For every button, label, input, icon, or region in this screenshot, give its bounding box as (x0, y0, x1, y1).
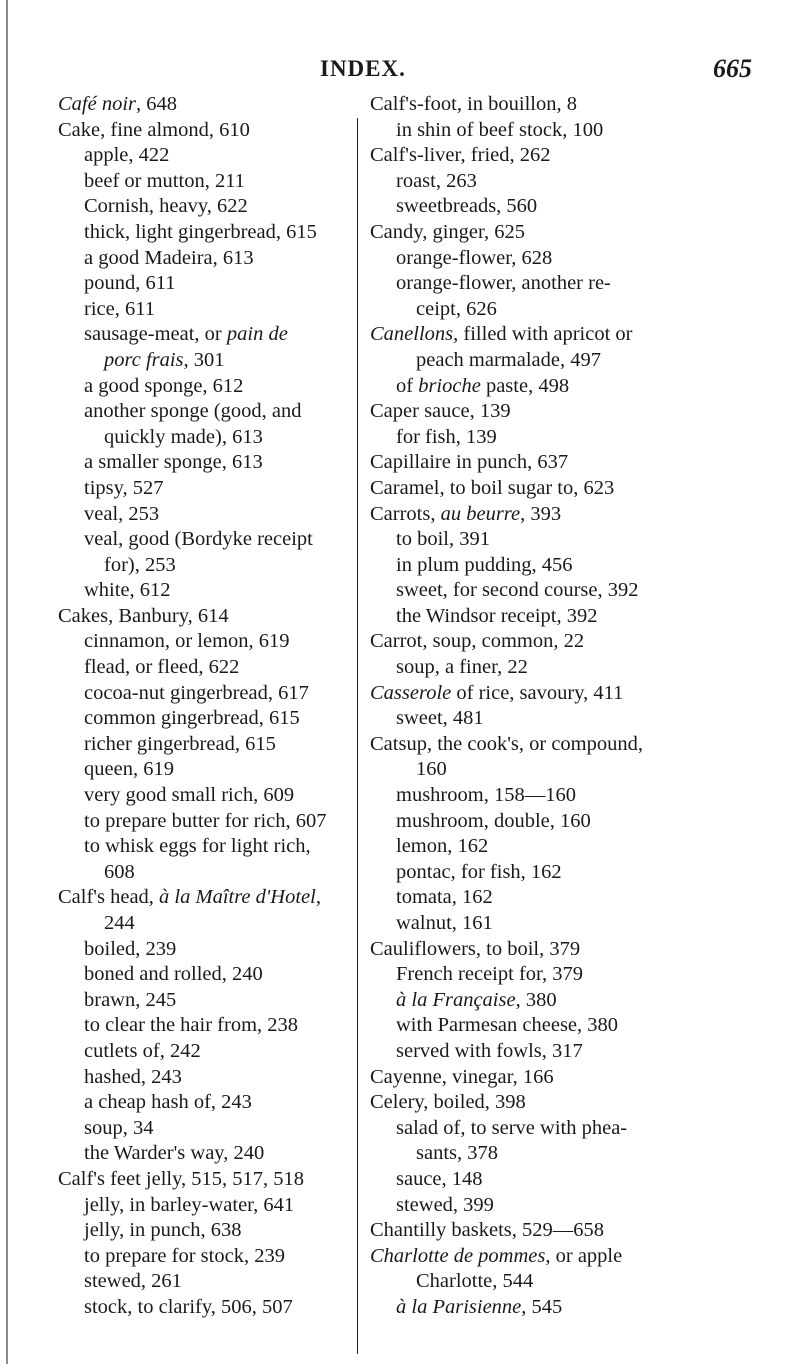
index-entry-italic: brioche (418, 374, 481, 397)
index-entry (370, 655, 754, 681)
index-entry-text: Cakes, Banbury, 614 (58, 604, 229, 627)
index-entry-italic: Canellons (370, 323, 454, 346)
index-entry-text: soup, a finer, 22 (396, 656, 528, 679)
index-entry-text: the Warder's way, 240 (84, 1142, 265, 1165)
index-entry-text: sausage-meat, or (84, 323, 227, 346)
index-entry-text: roast, 263 (396, 169, 477, 192)
index-entry-text: apple, 422 (84, 144, 170, 167)
index-entry-text: to prepare butter for rich, 607 (84, 809, 327, 832)
index-entry-italic: pain de (226, 323, 288, 346)
index-entry (370, 1193, 754, 1219)
index-entry (58, 527, 398, 553)
index-entry-text: ceipt, 626 (416, 297, 497, 320)
index-entry (58, 374, 398, 400)
index-entry-italic: porc frais (104, 348, 184, 371)
index-entry-text: , filled with apricot or (453, 323, 633, 346)
index-entry-text: Capillaire in punch, 637 (370, 451, 569, 474)
index-entry-text: a good Madeira, 613 (84, 246, 254, 269)
index-entry (58, 92, 398, 118)
index-entry-text: Cornish, heavy, 622 (84, 195, 248, 218)
index-entry-text: rice, 611 (84, 297, 155, 320)
index-entry (58, 911, 398, 937)
index-entry (58, 450, 398, 476)
index-entry-text: orange-flower, another re- (396, 272, 611, 295)
index-entry (58, 783, 398, 809)
index-entry-text: Caramel, to boil sugar to, 623 (370, 476, 615, 499)
index-entry-text: for), 253 (104, 553, 176, 576)
index-entry (370, 885, 754, 911)
index-entry-italic: à la Française (396, 988, 516, 1011)
index-entry-text: Carrots, (370, 502, 441, 525)
index-entry-text: Cayenne, vinegar, 166 (370, 1065, 554, 1088)
index-entry (370, 1244, 754, 1270)
index-entry (370, 860, 754, 886)
index-entry-text: a smaller sponge, 613 (84, 451, 263, 474)
index-entry (370, 1090, 754, 1116)
index-entry (370, 92, 754, 118)
index-entry-text: tipsy, 527 (84, 476, 164, 499)
index-entry (58, 1218, 398, 1244)
index-entry (370, 527, 754, 553)
index-entry (370, 220, 754, 246)
index-entry-text: pontac, for fish, 162 (396, 860, 562, 883)
index-entry-text: to prepare for stock, 239 (84, 1244, 285, 1267)
index-entry-text: , 301 (183, 348, 225, 371)
index-entry (58, 604, 398, 630)
page-edge (6, 0, 8, 1364)
index-entry-text: salad of, to serve with phea- (396, 1116, 628, 1139)
index-entry (58, 578, 398, 604)
index-entry (370, 706, 754, 732)
index-entry (370, 1269, 754, 1295)
index-entry (370, 911, 754, 937)
index-entry (58, 246, 398, 272)
index-entry (370, 271, 754, 297)
index-entry (370, 809, 754, 835)
index-entry-italic: à la Maître d'Hotel, (159, 886, 321, 909)
index-entry (58, 476, 398, 502)
index-entry-text: boiled, 239 (84, 937, 177, 960)
index-entry (370, 194, 754, 220)
index-entry (58, 194, 398, 220)
index-entry-text: Carrot, soup, common, 22 (370, 630, 585, 653)
index-entry-text: paste, 498 (480, 374, 570, 397)
index-entry (370, 629, 754, 655)
index-entry (370, 476, 754, 502)
index-entry (370, 399, 754, 425)
index-entry-text: Calf's head, (58, 886, 160, 909)
index-entry (370, 118, 754, 144)
index-column-right (370, 92, 754, 1321)
index-entry-text: , 393 (520, 502, 562, 525)
index-entry-text: veal, 253 (84, 502, 160, 525)
index-entry (370, 246, 754, 272)
index-entry-italic: à la Parisienne (396, 1295, 522, 1318)
index-entry-text: sweetbreads, 560 (396, 195, 538, 218)
index-entry (58, 118, 398, 144)
index-entry (58, 169, 398, 195)
index-entry (58, 143, 398, 169)
index-entry-text: sants, 378 (416, 1142, 498, 1165)
index-entry (370, 1167, 754, 1193)
index-entry (58, 809, 398, 835)
index-entry (58, 655, 398, 681)
index-entry-text: brawn, 245 (84, 988, 177, 1011)
index-entry (370, 604, 754, 630)
index-entry-text: of rice, savoury, 411 (451, 681, 624, 704)
index-entry-text: peach marmalade, 497 (416, 348, 601, 371)
index-entry (370, 1218, 754, 1244)
index-entry (58, 271, 398, 297)
index-entry (58, 681, 398, 707)
index-entry (58, 834, 398, 860)
index-entry-italic: Casserole (370, 681, 452, 704)
index-entry-text: queen, 619 (84, 758, 174, 781)
index-entry-text: Charlotte, 544 (416, 1270, 534, 1293)
index-entry-text: lemon, 162 (396, 835, 489, 858)
index-entry-text: another sponge (good, and (84, 400, 302, 423)
index-entry-text: Calf's-liver, fried, 262 (370, 144, 551, 167)
index-entry-text: flead, or fleed, 622 (84, 656, 240, 679)
index-entry (370, 425, 754, 451)
index-entry-text: richer gingerbread, 615 (84, 732, 276, 755)
index-entry-text: mushroom, double, 160 (396, 809, 591, 832)
index-entry-text: to boil, 391 (396, 528, 490, 551)
page-header (0, 56, 800, 86)
index-entry-italic: au beurre (440, 502, 521, 525)
index-entry (370, 450, 754, 476)
index-entry-text: pound, 611 (84, 272, 176, 295)
index-entry (370, 681, 754, 707)
index-entry (58, 553, 398, 579)
index-entry-text: cinnamon, or lemon, 619 (84, 630, 290, 653)
index-entry-text: jelly, in punch, 638 (84, 1219, 242, 1242)
index-entry (58, 1269, 398, 1295)
index-entry-text: walnut, 161 (396, 912, 493, 934)
index-entry-text: Caper sauce, 139 (370, 400, 511, 423)
index-entry (58, 322, 398, 348)
index-entry-text: 608 (104, 860, 135, 883)
index-entry-text: jelly, in barley-water, 641 (84, 1193, 295, 1216)
index-entry (58, 1193, 398, 1219)
index-entry (370, 732, 754, 758)
index-entry (370, 783, 754, 809)
index-entry (370, 374, 754, 400)
index-entry (58, 757, 398, 783)
index-entry (58, 502, 398, 528)
index-entry-text: cutlets of, 242 (84, 1039, 201, 1062)
index-entry (58, 425, 398, 451)
index-entry-text: Calf's feet jelly, 515, 517, 518 (58, 1167, 305, 1190)
index-entry (58, 1295, 398, 1321)
index-entry-text: quickly made), 613 (104, 425, 263, 448)
index-entry-text: thick, light gingerbread, 615 (84, 220, 317, 243)
index-entry-text: , or apple (545, 1244, 623, 1267)
index-entry (370, 1039, 754, 1065)
index-entry-text: cocoa-nut gingerbread, 617 (84, 681, 309, 704)
index-entry-italic: Charlotte de pommes (370, 1244, 546, 1267)
index-entry-text: , 545 (521, 1295, 563, 1318)
index-entry (58, 706, 398, 732)
index-entry-text: a good sponge, 612 (84, 374, 244, 397)
index-entry (58, 220, 398, 246)
index-entry-text: for fish, 139 (396, 425, 497, 448)
index-entry (370, 834, 754, 860)
column-divider (357, 118, 358, 1354)
index-entry (58, 1141, 398, 1167)
index-entry (370, 937, 754, 963)
index-entry-text: boned and rolled, 240 (84, 963, 263, 986)
index-entry (370, 1013, 754, 1039)
index-entry-text: in plum pudding, 456 (396, 553, 573, 576)
index-entry-text: soup, 34 (84, 1116, 154, 1139)
index-entry (370, 1116, 754, 1142)
index-entry (370, 962, 754, 988)
index-entry-text: common gingerbread, 615 (84, 707, 300, 730)
index-entry (58, 1116, 398, 1142)
index-entry-text: very good small rich, 609 (84, 784, 295, 807)
index-entry (58, 1065, 398, 1091)
index-entry (370, 757, 754, 783)
index-entry-text: Celery, boiled, 398 (370, 1091, 526, 1114)
index-entry-text: sweet, for second course, 392 (396, 579, 639, 602)
index-entry (58, 732, 398, 758)
index-entry-italic: Café noir (58, 93, 137, 115)
index-entry-text: with Parmesan cheese, 380 (396, 1014, 619, 1037)
index-entry (58, 1244, 398, 1270)
index-entry-text: beef or mutton, 211 (84, 169, 245, 192)
index-entry-text: Catsup, the cook's, or compound, (370, 732, 644, 755)
index-entry-text: to clear the hair from, 238 (84, 1014, 299, 1037)
index-entry (370, 297, 754, 323)
index-entry-text: served with fowls, 317 (396, 1039, 583, 1062)
index-entry (370, 348, 754, 374)
index-entry (58, 885, 398, 911)
index-entry-text: 244 (104, 912, 135, 934)
index-entry-text: stewed, 261 (84, 1270, 182, 1293)
index-entry (370, 1295, 754, 1321)
index-entry-text: Chantilly baskets, 529—658 (370, 1219, 605, 1242)
index-entry (58, 1090, 398, 1116)
index-entry-text: orange-flower, 628 (396, 246, 553, 269)
index-entry (58, 860, 398, 886)
index-entry (370, 502, 754, 528)
index-entry-text: a cheap hash of, 243 (84, 1091, 252, 1114)
index-entry (58, 629, 398, 655)
index-entry (58, 297, 398, 323)
index-entry (58, 937, 398, 963)
index-entry (370, 1141, 754, 1167)
index-entry-text: to whisk eggs for light rich, (84, 835, 311, 858)
index-entry (370, 1065, 754, 1091)
index-entry-text: white, 612 (84, 579, 171, 602)
index-entry (58, 1167, 398, 1193)
index-entry (58, 348, 398, 374)
index-entry-text: stewed, 399 (396, 1193, 494, 1216)
index-entry-text: mushroom, 158—160 (396, 784, 576, 807)
index-entry-text: , 380 (515, 988, 557, 1011)
index-column-left (58, 92, 398, 1321)
index-entry (370, 322, 754, 348)
index-entry-text: stock, to clarify, 506, 507 (84, 1295, 293, 1318)
index-entry-text: hashed, 243 (84, 1065, 182, 1088)
index-entry-text: the Windsor receipt, 392 (396, 604, 598, 627)
index-entry-text: Calf's-foot, in bouillon, 8 (370, 93, 577, 115)
index-entry (370, 988, 754, 1014)
index-entry (58, 962, 398, 988)
index-entry-text: in shin of beef stock, 100 (396, 118, 604, 141)
index-entry-text: Cake, fine almond, 610 (58, 118, 250, 141)
page-number: 665 (713, 54, 752, 83)
index-entry-text: 160 (416, 758, 447, 781)
index-entry-text: tomata, 162 (396, 886, 493, 909)
index-entry (58, 1039, 398, 1065)
index-entry (58, 988, 398, 1014)
index-entry-text: of (396, 374, 419, 397)
index-entry-text: , 648 (136, 93, 178, 115)
index-entry-text: veal, good (Bordyke receipt (84, 528, 313, 551)
index-entry (58, 399, 398, 425)
index-entry-text: French receipt for, 379 (396, 963, 584, 986)
running-head: INDEX. (320, 56, 406, 81)
index-entry-text: Cauliflowers, to boil, 379 (370, 937, 581, 960)
index-entry-text: sweet, 481 (396, 707, 484, 730)
index-entry-text: sauce, 148 (396, 1167, 483, 1190)
index-entry (370, 169, 754, 195)
index-entry (370, 553, 754, 579)
index-entry (370, 578, 754, 604)
index-entry (58, 1013, 398, 1039)
index-entry (370, 143, 754, 169)
index-entry-text: Candy, ginger, 625 (370, 220, 525, 243)
